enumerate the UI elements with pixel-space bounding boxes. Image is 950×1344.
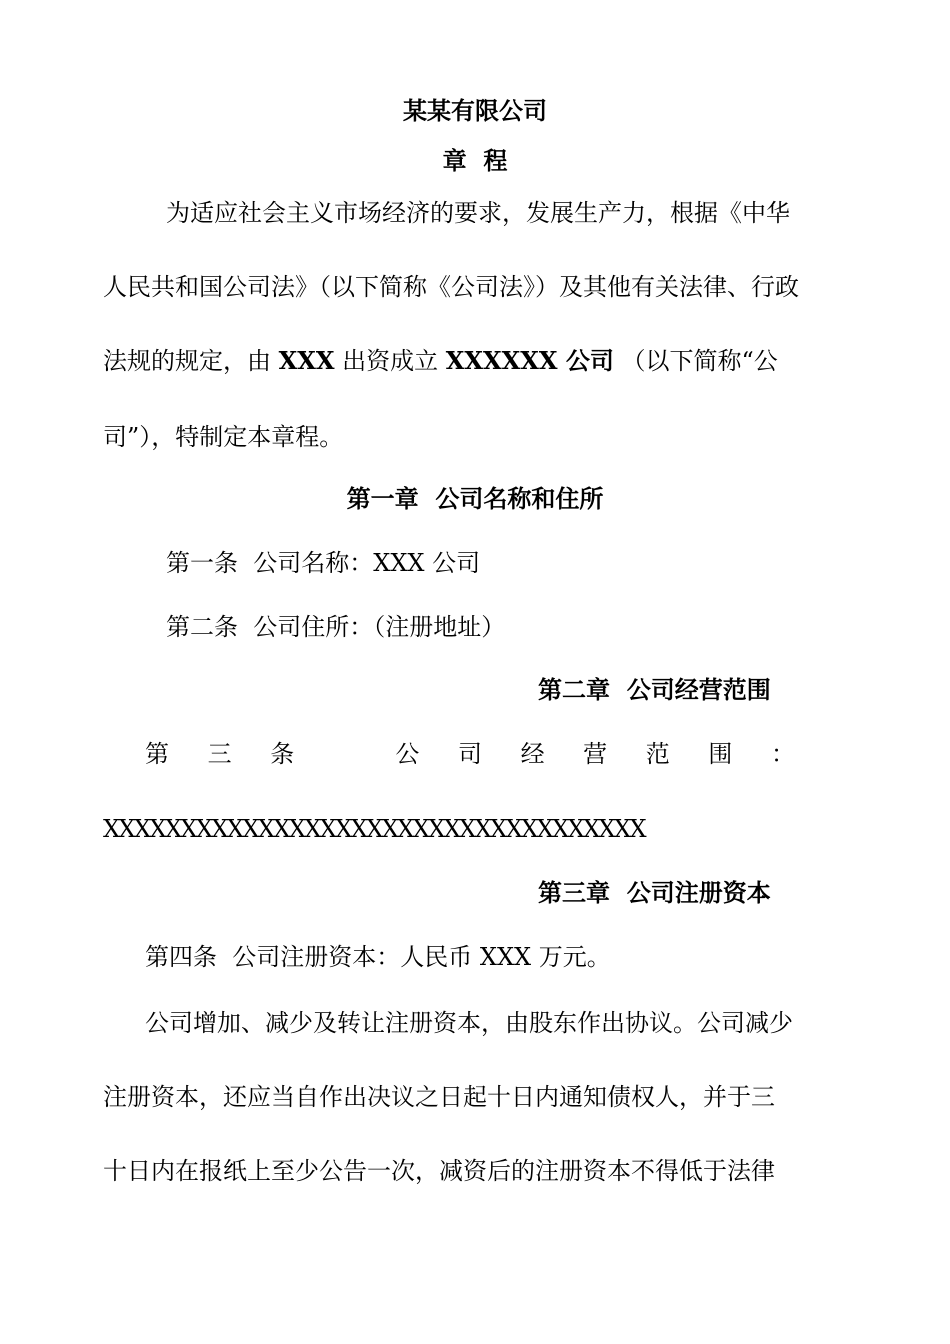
shareholder-placeholder: XXX [278, 346, 335, 375]
preamble-text: 出资成立 [342, 347, 439, 375]
chapter-1-heading: 第一章 公司名称和住所 [346, 484, 604, 513]
capital-paragraph-line-1: 公司增加、减少及转让注册资本，由股东作出协议。公司减少 [145, 1009, 793, 1037]
article-3-char: 三 [207, 740, 232, 768]
article-4: 第四条 公司注册资本：人民币 XXX 万元。 [145, 943, 611, 971]
article-3 [145, 737, 795, 771]
document-title: 章 程 [442, 146, 508, 175]
article-3-char: 条 [270, 740, 295, 768]
article-1: 第一条 公司名称：XXX 公司 [166, 549, 481, 577]
article-3-char: 第 [145, 740, 169, 768]
capital-paragraph-line-2: 注册资本，还应当自作出决议之日起十日内通知债权人，并于三 [103, 1083, 775, 1111]
preamble-line-4: 司”），特制定本章程。 [103, 423, 344, 451]
article-3-gap [333, 737, 357, 771]
capital-paragraph-line-3: 十日内在报纸上至少公告一次，减资后的注册资本不得低于法律 [103, 1157, 775, 1185]
article-3-char: 经 [520, 740, 545, 768]
preamble-line-1: 为适应社会主义市场经济的要求，发展生产力，根据《中华 [166, 199, 790, 227]
preamble-text: 法规的规定，由 [103, 347, 271, 375]
chapter-2-heading: 第二章 公司经营范围 [538, 675, 771, 704]
article-3-char: 公 [395, 740, 420, 768]
business-scope-value: XXXXXXXXXXXXXXXXXXXXXXXXXXXXXXXXXXX [103, 815, 646, 843]
article-3-char: ： [770, 740, 795, 768]
preamble-line-3 [103, 344, 778, 378]
article-3-char: 司 [457, 740, 482, 768]
article-2: 第二条 公司住所：（注册地址） [166, 613, 506, 641]
article-3-char: 营 [583, 740, 608, 768]
article-3-char: 范 [645, 740, 670, 768]
company-title: 某某有限公司 [403, 96, 547, 125]
chapter-3-heading: 第三章 公司注册资本 [538, 878, 771, 907]
article-3-char: 围 [708, 740, 733, 768]
company-name-placeholder: XXXXXX 公司 [445, 346, 614, 375]
preamble-text: （以下简称“公 [621, 347, 778, 375]
preamble-line-2: 人民共和国公司法》（以下简称《公司法》）及其他有关法律、行政 [103, 273, 799, 301]
